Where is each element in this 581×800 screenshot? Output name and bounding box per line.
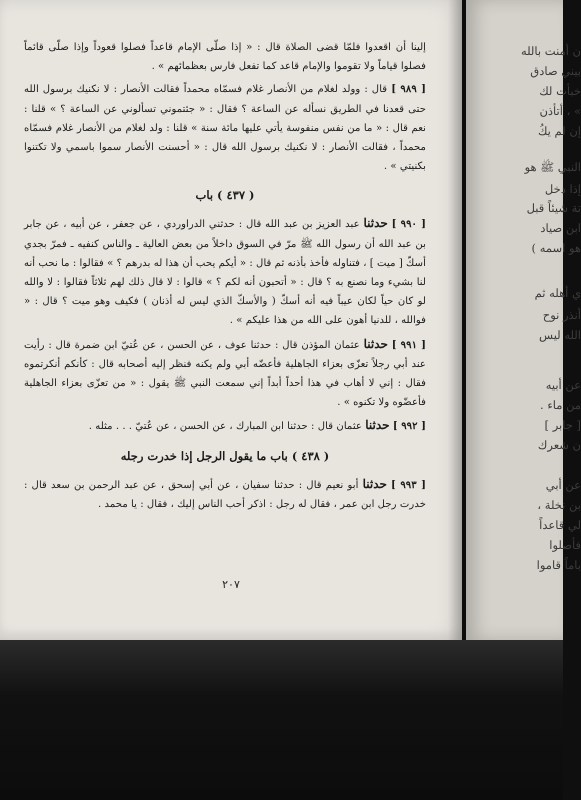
hadith-text: قال : وولد لغلام من الأنصار غلام فسمّاه محمداً فقالت الأنصار : لا نكنيك برسول الله حتى قعدنا في الطريق نسأله عن الساعة ؟ فقال : « جئتموني تسألوني عن الساعة ؟ » قلنا : نعم قال : « ما من نفس منفوسة يأتي عليها مائة سنة » قلنا : ولد لغلام من الأنصار غلام فسمّاه محمداً ، فقالت الأنصار : لا نكنيك برسول الله قال : « أحسنت الأنصار سموا باسمي ولا تكتنوا بكنيتي » . [24,84,426,173]
right-page-line: بيني صادق [530,64,581,78]
right-page-line: لي قاعداً [539,518,581,532]
right-page-line: خبأت لك [539,84,581,98]
right-page-line: » ، أتأذن [539,104,581,118]
hadith-992 [24,416,426,436]
right-page-line: [ جابر ] [544,418,581,432]
page-number [0,578,462,591]
hadith-number: [ ٩٩٣ ] [391,478,426,491]
hadith-993 [24,475,426,514]
right-page-line: أنذر نوح [542,308,581,322]
page-number-text: ٢٠٧ [222,578,240,591]
hadith-989 [24,80,426,176]
paragraph-text: إلينا أن اقعدوا فلمّا قضى الصلاة قال : « إذا صلّى الإمام قاعداً فصلوا قعوداً وإذا صلّى قائماً فصلوا قياماً ولا تقوموا والإمام قاعد كما تفعل فارس بعظمائهم » . [24,42,426,73]
hadith-number: [ ٩٩٠ ] [391,218,426,231]
right-page-fragment [466,0,581,640]
hadith-text: عثمان قال : حدثنا ابن المبارك ، عن الحسن ، عن عُتيّ . . . مثله . [88,421,362,433]
hadith-990 [24,214,426,330]
hadith-text: عبد العزيز بن عبد الله قال : حدثني الدراوردي ، عن جعفر ، عن أبيه ، عن جابر بن عبد الله أن رسول الله ﷺ مرّ في السوق داخلاً من بعض العالية ـ والناس كنفيه ـ فمرّ بجدي أسكّ [ ميت ] ، فتناوله فأخذ بأذنه ثم قال : « أيكم يحب أن هذا له بدرهم ؟ » فقالوا : ما نحب أنه لنا بشيء وما نصنع به ؟ قال : « أتحبون أنه لكم ؟ » قالوا : لا قال ذلك لهم ثلاثاً فقالوا : لا والله لو كان حياً لكان عيباً فيه أنه أسكّ ( والأسكّ الذي ليس له أذنان ) فكيف وهو ميت ؟ قال : « فوالله ، للدنيا أهون على الله من هذا عليكم » . [24,219,426,327]
chapter-title: ( ٤٣٧ ) باب [195,188,255,203]
right-page-line: ن شعرك [537,438,581,452]
hadith-lead-word: حدثنا [365,418,390,433]
chapter-heading [24,447,426,465]
hadith-number: [ ٩٩٢ ] [392,420,426,433]
right-page-line: ي أهله ثم [534,286,581,300]
hadith-text: أبو نعيم قال : حدثنا سفيان ، عن أبي إسحق ، عن عبد الرحمن بن سعد قال : خدرت رجل ابن عمر ، فقال له رجل : اذكر أحب الناس إليك ، فقال : يا محمد . [24,479,426,510]
hadith-text: عثمان المؤذن قال : حدثنا عوف ، عن الحسن ، عن عُتيّ ابن ضمرة قال : رأيت عند أبي رجلاً تعزّى بعزاء الجاهلية فأعضّه أبي ولم يكنه فنظر إليه أصحابه قال : كأنكم أنكرتموه فقال : إني لا أهاب في هذا أحداً أبداً إني سمعت النبي ﷺ يقول : « من تعزّى بعزاء الجاهلية فأعضّوه ولا تكنوه » . [24,339,426,409]
chapter-title: ( ٤٣٨ ) باب ما يقول الرجل إذا خدرت رجله [120,448,330,463]
hadith-number: [ ٩٩١ ] [391,338,426,351]
chapter-heading [24,186,426,204]
gutter-shadow [448,0,466,640]
right-page-line: النبي ﷺ هو [524,160,581,174]
hadith-lead-word: حدثنا [363,336,388,351]
right-page-line: ابن صياد [540,221,581,235]
right-page-line: بن نخلة ، [537,498,581,512]
hadith-lead-word: حدثنا [363,216,388,231]
right-page-line: من ماء . [540,398,581,412]
right-page-line: هو اسمه ) [531,241,581,255]
right-page-line: باماً قاموا [536,558,581,572]
page-body [24,38,426,514]
right-page-line: ن أمنت بالله [520,44,581,58]
paragraph [24,38,426,76]
right-page-line: تة شيئاً قبل [526,201,581,215]
right-page-line: فأصلوا [549,538,581,552]
hadith-991 [24,335,426,413]
right-page-line: الله ليس [539,328,581,342]
hadith-lead-word: حدثنا [362,476,387,491]
scan-background [0,640,563,800]
right-page-line: عن أبي [545,478,581,492]
right-page-line: إن لم يكُ [537,124,581,138]
right-page-line: عن أبيه [545,378,581,392]
right-page-line: إذا دخل [544,182,581,196]
hadith-number: [ ٩٨٩ ] [391,83,426,96]
